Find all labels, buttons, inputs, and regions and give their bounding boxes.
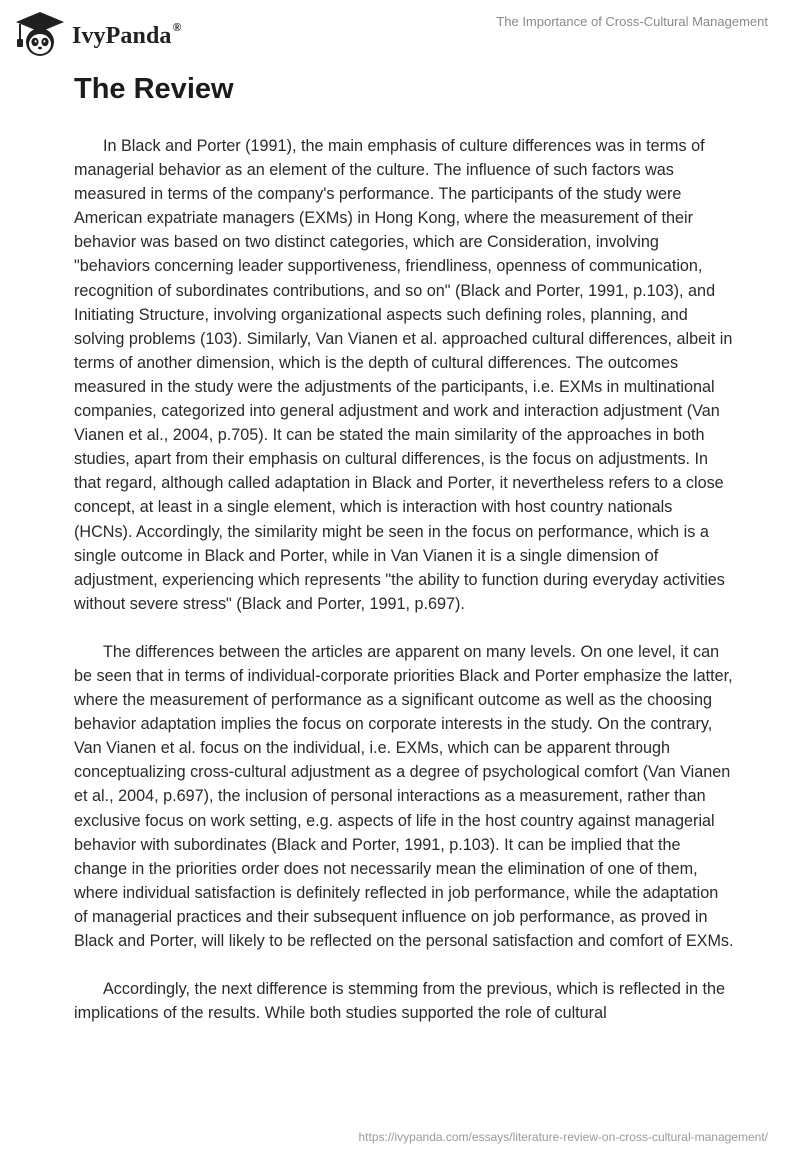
section-heading: The Review	[74, 73, 234, 105]
paragraph-1: In Black and Porter (1991), the main emphasis of culture differences was in terms of managerial behavior as an element of the culture. The influence of such factors was measured in terms of the company's performance. The participants of the study were American expatriate managers (EXMs) in Hong Kong, where the measurement of their behavior was based on two distinct categories, which are Consideration, involving "behaviors concerning leader supportiveness, friendliness, openness of communication, recognition of subordinates contributions, and so on" (Black and Porter, 1991, p.103), and Initiating Structure, involving organizational aspects such defining roles, planning, and solving problems (103). Similarly, Van Vianen et al. approached cultural differences, albeit in terms of another dimension, which is the depth of cultural differences. The outcomes measured in the study were the adjustments of the participants, i.e. EXMs in multinational companies, categorized into general adjustment and work and interaction adjustment (Van Vianen et al., 2004, p.705). It can be stated the main similarity of the approaches in both studies, apart from their emphasis on cultural differences, is the focus on adjustments. In that regard, although called adaptation in Black and Porter, it nevertheless refers to a close concept, at least in a single element, which is interaction with host country nationals (HCNs). Accordingly, the similarity might be seen in the focus on performance, which is a single outcome in Black and Porter, while in Van Vianen it is a single dimension of adjustment, experiencing which represents "the ability to function during everyday activities without severe stress" (Black and Porter, 1991, p.697).	[74, 137, 733, 613]
paragraph-2: The differences between the articles are apparent on many levels. On one level, it can be seen that in terms of individual-corporate priorities Black and Porter emphasize the latter, where the measurement of performance as a significant outcome as well as the choosing behavior adaptation implies the focus on corporate interests in the study. On the contrary, Van Vianen et al. focus on the individual, i.e. EXMs, which can be apparent through conceptualizing cross-cultural adjustment as a degree of psychological comfort (Van Vianen et al., 2004, p.697), the inclusion of personal interactions as a measurement, rather than exclusive focus on work setting, e.g. aspects of life in the host country against managerial behavior with subordinates (Black and Porter, 1991, p.103). It can be implied that the change in the priorities order does not necessarily mean the elimination of one of them, where individual satisfaction is definitely reflected in job performance, while the adaptation of managerial practices and their subsequent influence on job performance, as proved in Black and Porter, will likely to be reflected on the personal satisfaction and comfort of EXMs.	[74, 642, 734, 950]
footer-url[interactable]: https://ivypanda.com/essays/literature-review-on-cross-cultural-management/	[358, 1130, 768, 1144]
brand-logo[interactable]	[14, 9, 182, 59]
brand-name: IvyPanda®	[72, 20, 182, 49]
registered-mark: ®	[172, 20, 182, 34]
paragraph-3: Accordingly, the next difference is stemming from the previous, which is reflected in the implications of the results. While both studies supported the role of cultural	[74, 980, 726, 1023]
panda-graduation-cap-icon	[14, 10, 66, 58]
document-title: The Importance of Cross-Cultural Management	[496, 14, 768, 29]
article-body	[74, 134, 734, 1049]
